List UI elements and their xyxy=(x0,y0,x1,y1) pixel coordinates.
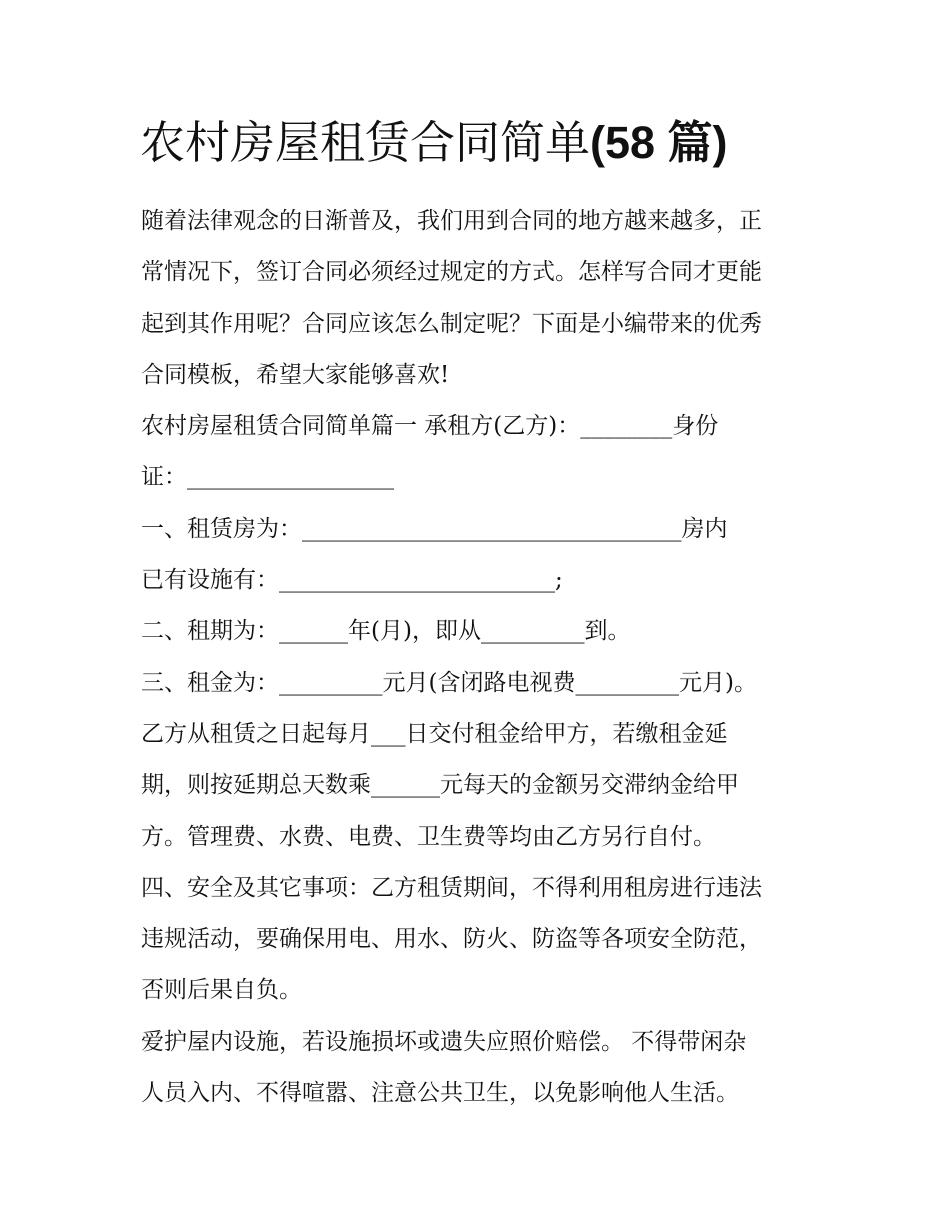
body-line: 证：__________________ xyxy=(141,464,394,491)
body-line: 三、租金为：_________元月(含闭路电视费_________元月)。 xyxy=(141,669,757,696)
body-line: 已有设施有：________________________; xyxy=(141,567,563,594)
body-line: 人员入内、不得喧嚣、注意公共卫生，以免影响他人生活。 xyxy=(141,1080,739,1107)
document-body xyxy=(141,196,821,1119)
page-title xyxy=(140,113,840,173)
body-line: 起到其作用呢？合同应该怎么制定呢？下面是小编带来的优秀 xyxy=(141,310,762,337)
body-line: 期，则按延期总天数乘______元每天的金额另交滞纳金给甲 xyxy=(141,772,739,799)
body-line: 随着法律观念的日渐普及，我们用到合同的地方越来越多，正 xyxy=(141,208,762,234)
title-main: 农村房屋租赁合同简单 xyxy=(140,116,591,169)
title-count: (58 篇) xyxy=(590,117,728,168)
body-line: 爱护屋内设施，若设施损坏或遗失应照价赔偿。 不得带闲杂 xyxy=(141,1028,747,1055)
body-line: 农村房屋租赁合同简单篇一 承租方(乙方)：________身份 xyxy=(141,413,719,440)
body-line: 违规活动，要确保用电、用水、防火、防盗等各项安全防范， xyxy=(141,926,762,953)
body-line: 四、安全及其它事项：乙方租赁期间，不得利用租房进行违法 xyxy=(141,874,762,901)
body-line: 常情况下，签订合同必须经过规定的方式。怎样写合同才更能 xyxy=(141,259,762,286)
body-line: 一、租赁房为：_________________________________房内 xyxy=(141,515,728,542)
body-line: 乙方从租赁之日起每月___日交付租金给甲方，若缴租金延 xyxy=(141,720,728,747)
body-line: 方。管理费、水费、电费、卫生费等均由乙方另行自付。 xyxy=(141,823,716,850)
body-line: 合同模板，希望大家能够喜欢! xyxy=(141,361,450,388)
body-line: 否则后果自负。 xyxy=(141,977,302,1004)
body-line: 二、租期为：______年(月)，即从_________到。 xyxy=(141,618,631,645)
